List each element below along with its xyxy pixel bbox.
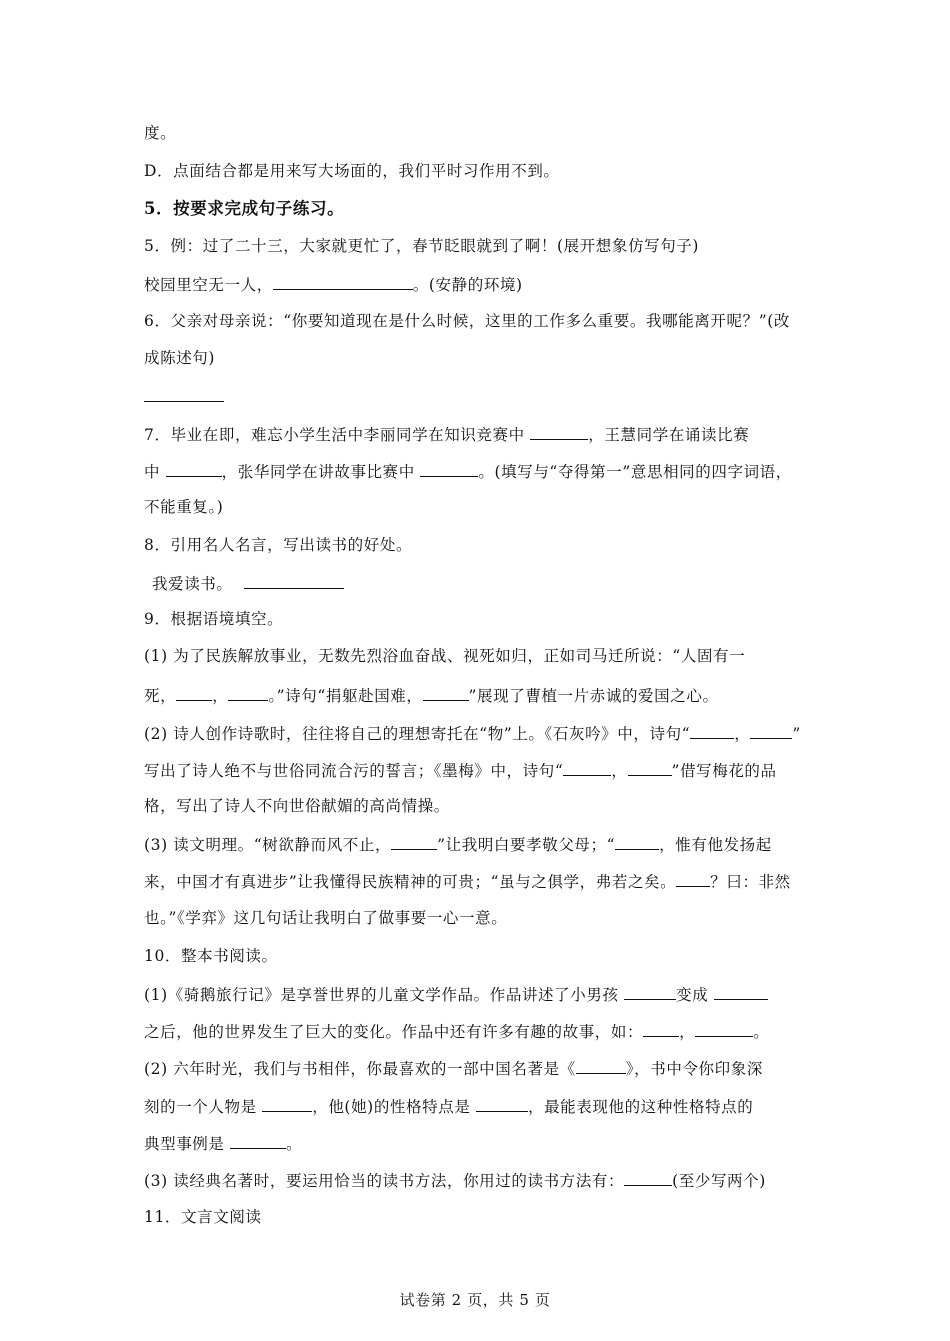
- question-9-1-cont: [144, 684, 719, 704]
- text-segment: ，: [734, 725, 751, 743]
- question-9-2-cont: [144, 759, 777, 779]
- text-segment: (3) 读经典名著时，要运用恰当的读书方法，你用过的读书方法有：: [144, 1172, 625, 1190]
- text-segment: ？曰：非然: [710, 873, 791, 891]
- answer-blank[interactable]: [230, 1132, 286, 1149]
- text-segment: (2) 诗人创作诗歌时，往往将自己的理想寄托在“物”上。《石灰吟》中，诗句“: [144, 725, 691, 743]
- question-11: 11．文言文阅读: [144, 1208, 262, 1226]
- text-segment: 7．毕业在即，难忘小学生活中李丽同学在知识竞赛中: [144, 426, 525, 444]
- text-segment: ，最能表现他的这种性格特点的: [527, 1098, 754, 1116]
- text-segment: 。(填写与“夺得第一”意思相同的四字词语，: [478, 463, 792, 481]
- text-segment: ，惟有他发扬起: [659, 836, 772, 854]
- text-segment: ”展现了曹植一片赤诚的爱国之心。: [468, 687, 719, 705]
- text-segment: 写出了诗人绝不与世俗同流合污的誓言；《墨梅》中，诗句“: [144, 762, 564, 780]
- answer-blank[interactable]: [166, 460, 222, 477]
- text-line: 不能重复。): [144, 498, 224, 516]
- question-9-2: [144, 722, 801, 742]
- answer-blank[interactable]: [628, 759, 672, 776]
- text-segment: (1)《骑鹅旅行记》是享誉世界的儿童文学作品。作品讲述了小男孩: [144, 986, 619, 1004]
- text-segment: 中: [144, 463, 161, 481]
- page-footer: 试卷第 2 页，共 5 页: [399, 1291, 551, 1309]
- answer-blank[interactable]: [144, 385, 224, 402]
- answer-blank[interactable]: [563, 759, 611, 776]
- answer-blank[interactable]: [676, 870, 710, 887]
- answer-blank[interactable]: [228, 684, 268, 701]
- text-segment: ，: [611, 762, 628, 780]
- answer-blank[interactable]: [273, 273, 413, 290]
- answer-blank[interactable]: [624, 983, 676, 1000]
- question-5-answer: [144, 273, 523, 293]
- text-segment: (至少写两个): [672, 1172, 766, 1190]
- answer-blank[interactable]: [262, 1095, 312, 1112]
- text-segment: ，王慧同学在诵读比赛: [588, 426, 750, 444]
- text-segment: 死，: [144, 687, 177, 705]
- text-segment: 典型事例是: [144, 1135, 225, 1153]
- text-line: 度。: [144, 124, 177, 142]
- answer-blank[interactable]: [420, 460, 478, 477]
- text-segment: 。: [753, 1023, 770, 1041]
- question-9: 9．根据语境填空。: [144, 610, 284, 628]
- question-9-1: (1) 为了民族解放事业，无数先烈浴血奋战、视死如归，正如司马迁所说：“人固有一: [144, 647, 746, 665]
- text-segment: (3) 读文明理。“树欲静而风不止，: [144, 836, 392, 854]
- option-d: D．点面结合都是用来写大场面的，我们平时习作用不到。: [144, 162, 560, 180]
- answer-blank[interactable]: [244, 572, 344, 589]
- text-line: 也。”《学弈》这几句话让我明白了做事要一心一意。: [144, 909, 508, 927]
- question-5: 5．例：过了二十三，大家就更忙了，春节眨眼就到了啊！(展开想象仿写句子): [144, 237, 700, 255]
- question-7: [144, 423, 749, 443]
- text-segment: 》，书中令你印象深: [625, 1060, 763, 1078]
- answer-blank[interactable]: [615, 833, 659, 850]
- question-9-3-cont: [144, 870, 791, 890]
- answer-blank[interactable]: [176, 684, 212, 701]
- text-line: 成陈述句): [144, 349, 216, 367]
- text-segment: 变成: [676, 986, 709, 1004]
- text-segment: ，: [212, 687, 229, 705]
- question-9-3: [144, 833, 772, 853]
- text-segment: 我爱读书。: [152, 575, 233, 593]
- answer-blank[interactable]: [695, 1020, 753, 1037]
- answer-blank[interactable]: [530, 423, 588, 440]
- answer-blank[interactable]: [423, 684, 469, 701]
- text-segment: ，张华同学在讲故事比赛中: [221, 463, 415, 481]
- text-segment: 之后，他的世界发生了巨大的变化。作品中还有许多有趣的故事，如：: [144, 1023, 644, 1041]
- text-segment: 。(安静的环境): [412, 276, 523, 294]
- question-6: 6．父亲对母亲说：“你要知道现在是什么时候，这里的工作多么重要。我哪能离开呢？”(改: [144, 312, 790, 330]
- section-heading: 5．按要求完成句子练习。: [144, 199, 345, 218]
- answer-blank[interactable]: [391, 833, 437, 850]
- question-10-3: [144, 1169, 766, 1189]
- text-segment: 刻的一个人物是: [144, 1098, 257, 1116]
- answer-blank[interactable]: [643, 1020, 679, 1037]
- text-segment: ”借写梅花的品: [671, 762, 777, 780]
- text-segment: 校园里空无一人，: [144, 276, 273, 294]
- question-8-answer: [152, 572, 344, 592]
- text-segment: ”让我明白要孝敬父母；“: [437, 836, 616, 854]
- question-10: 10．整本书阅读。: [144, 947, 278, 965]
- answer-blank[interactable]: [750, 722, 792, 739]
- text-line: 格，写出了诗人不向世俗献媚的高尚情操。: [144, 797, 450, 815]
- answer-blank[interactable]: [690, 722, 734, 739]
- text-segment: 来，中国才有真进步”让我懂得民族精神的可贵；“虽与之俱学，弗若之矣。: [144, 873, 677, 891]
- question-10-2-cont: [144, 1132, 302, 1152]
- answer-blank[interactable]: [476, 1095, 528, 1112]
- text-segment: 。”诗句“捐躯赴国难，: [268, 687, 423, 705]
- text-segment: (2) 六年时光，我们与书相伴，你最喜欢的一部中国名著是《: [144, 1060, 576, 1078]
- question-10-1-cont: [144, 1020, 769, 1040]
- text-segment: 。: [286, 1135, 303, 1153]
- text-segment: ，他(她)的性格特点是: [312, 1098, 471, 1116]
- question-10-2: [144, 1057, 763, 1077]
- question-10-1: [144, 983, 768, 1003]
- answer-blank[interactable]: [624, 1169, 672, 1186]
- question-10-2-cont: [144, 1095, 753, 1115]
- answer-blank[interactable]: [576, 1057, 626, 1074]
- question-6-answer: [144, 385, 224, 405]
- answer-blank[interactable]: [714, 983, 768, 1000]
- question-7-cont: [144, 460, 792, 480]
- text-segment: ”: [792, 725, 801, 743]
- question-8: 8．引用名人名言，写出读书的好处。: [144, 536, 413, 554]
- text-segment: ，: [679, 1023, 696, 1041]
